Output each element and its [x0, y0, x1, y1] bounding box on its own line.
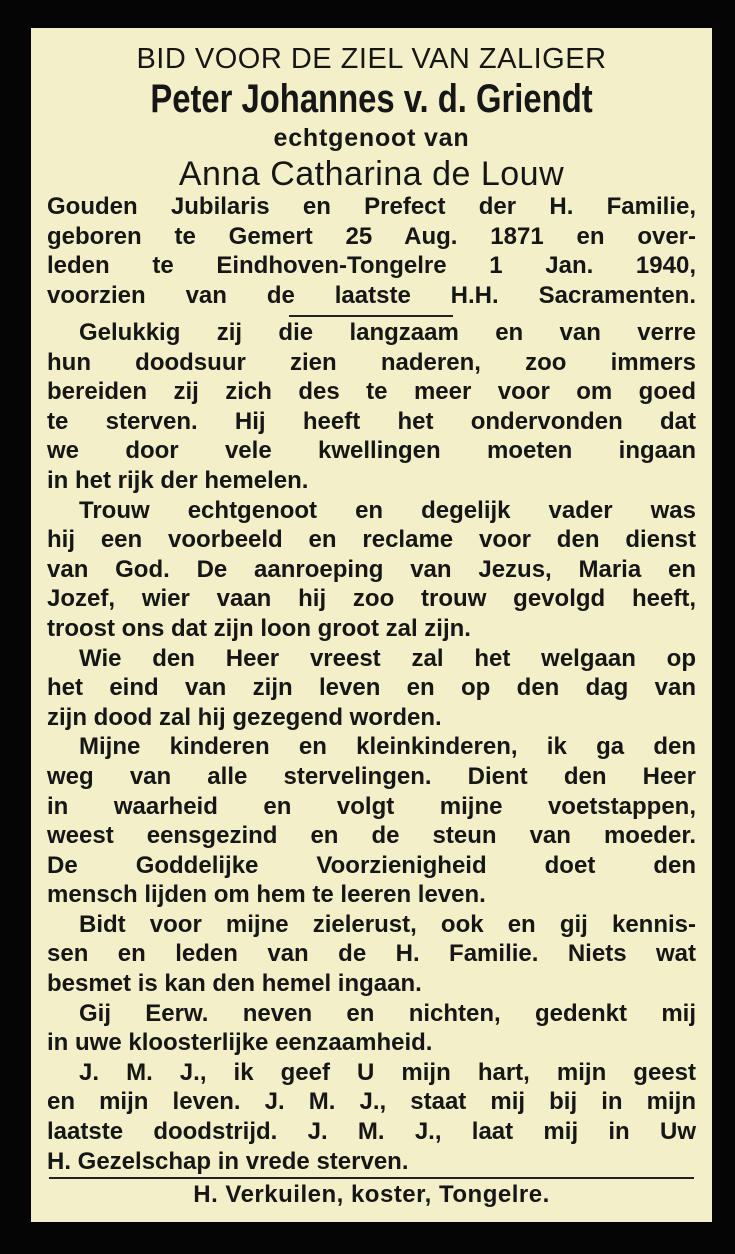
text-line: troost ons dat zijn loon groot zal zijn. [47, 614, 471, 642]
text-line: Gij Eerw. neven en nichten, gedenkt mij [79, 999, 696, 1027]
footer-divider [49, 1177, 694, 1179]
text-line: van God. De aanroeping van Jezus, Maria en [47, 555, 696, 583]
bio-line: voorzien van de laatste H.H. Sacramenten. [47, 281, 696, 309]
text-line: Mijne kinderen en kleinkinderen, ik ga den [79, 733, 696, 761]
text-line: hun doodsuur zien naderen, zoo immers [47, 348, 696, 376]
short-divider [289, 315, 453, 317]
text-line: in uwe kloosterlijke eenzaamheid. [47, 1029, 433, 1057]
heading: BID VOOR DE ZIEL VAN ZALIGER [136, 43, 607, 75]
prayer-text [47, 318, 696, 1176]
spouse-name: Anna Catharina de Louw [178, 155, 565, 193]
bio-line: leden te Eindhoven-Tongelre 1 Jan. 1940, [47, 252, 696, 279]
bio-line: Gouden Jubilaris en Prefect der H. Familie, [47, 193, 696, 220]
text-line: zijn dood zal hij gezegend worden. [47, 703, 442, 731]
text-line: we door vele kwellingen moeten ingaan [47, 437, 696, 465]
text-line: De Goddelijke Voorzienigheid doet den [47, 851, 696, 879]
text-line: sen en leden van de H. Familie. Niets wat [47, 940, 696, 968]
spouse-intro: echtgenoot van [273, 124, 470, 152]
memorial-card [31, 28, 712, 1222]
text-line: in waarheid en volgt mijne voetstappen, [47, 792, 696, 820]
text-line: Bidt voor mijne zielerust, ook en gij kennis- [79, 910, 696, 938]
text-line: besmet is kan den hemel ingaan. [47, 970, 422, 998]
biography [47, 192, 696, 310]
text-line: J. M. J., ik geef U mijn hart, mijn geest [79, 1058, 696, 1086]
text-line: hij een voorbeeld en reclame voor den dienst [47, 526, 696, 554]
text-line: mensch lijden om hem te leeren leven. [47, 881, 486, 909]
text-line: en mijn leven. J. M. J., staat mij bij in mijn [47, 1088, 696, 1116]
text-line: weg van alle stervelingen. Dient den Heer [47, 762, 696, 790]
text-line: bereiden zij zich des te meer voor om goed [47, 378, 696, 406]
text-line: te sterven. Hij heeft het ondervonden dat [47, 407, 696, 435]
text-line: in het rijk der hemelen. [47, 466, 309, 494]
deceased-name: Peter Johannes v. d. Griendt [150, 77, 593, 121]
bio-line: geboren te Gemert 25 Aug. 1871 en over- [47, 222, 696, 250]
text-line: H. Gezelschap in vrede sterven. [47, 1147, 409, 1175]
text-line: Gelukkig zij die langzaam en van verre [79, 319, 696, 346]
text-line: Wie den Heer vreest zal het welgaan op [79, 644, 696, 672]
text-line: laatste doodstrijd. J. M. J., laat mij in Uw [47, 1118, 696, 1146]
text-line: weest eensgezind en de steun van moeder. [47, 822, 696, 850]
printer-credit: H. Verkuilen, koster, Tongelre. [193, 1181, 550, 1208]
text-line: het eind van zijn leven en op den dag van [47, 674, 696, 702]
text-line: Jozef, wier vaan hij zoo trouw gevolgd heeft, [47, 585, 696, 613]
text-line: Trouw echtgenoot en degelijk vader was [79, 496, 696, 524]
